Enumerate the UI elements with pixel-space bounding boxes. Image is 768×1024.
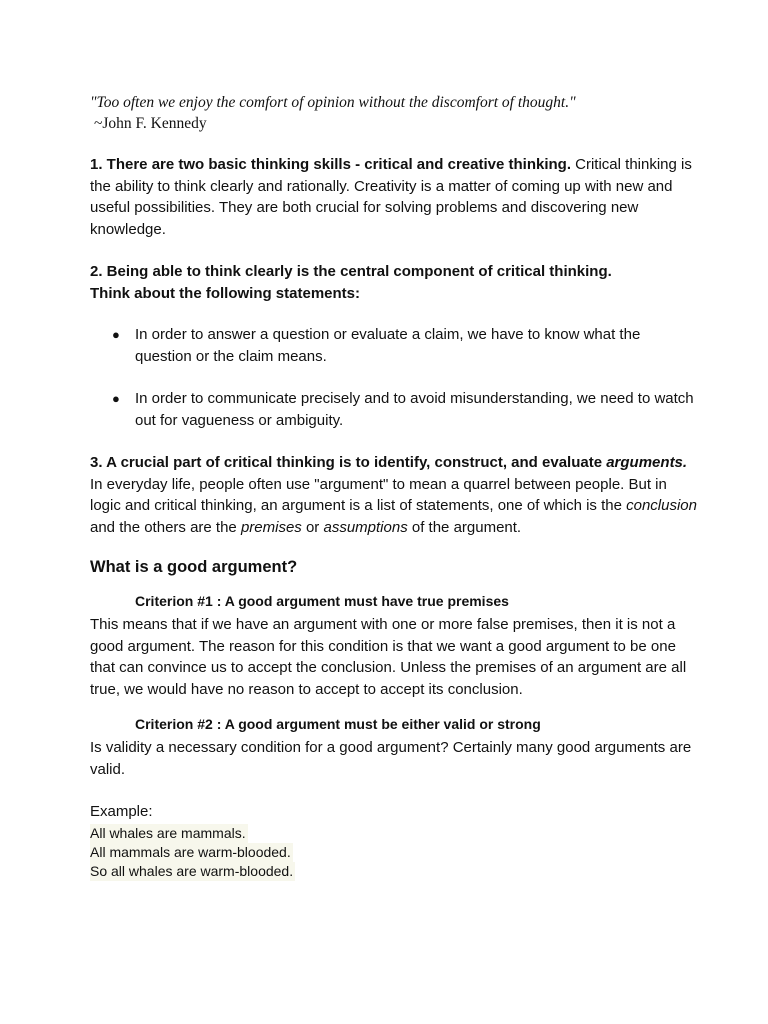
section-2-heading-line1: 2. Being able to think clearly is the central component of critical thinking. xyxy=(90,263,612,280)
term-conclusion: conclusion xyxy=(626,497,697,514)
criterion-2-body: Is validity a necessary condition for a good argument? Certainly many good arguments are valid. xyxy=(90,739,692,778)
section-3-body-start: In everyday life, people often use "argument" to mean a quarrel between people. But in logic and critical thinking, an argument is a list of statements, one of which is the xyxy=(90,475,667,514)
example-line: All whales are mammals. xyxy=(90,824,246,841)
bullet-icon: ● xyxy=(112,327,120,342)
section-1-body: Critical thinking is the ability to think clearly and rationally. Creativity is a matter of coming up with new and useful possibilities. They are both crucial for solving problems and discovering new knowledge. xyxy=(90,156,692,238)
section-1-heading: 1. There are two basic thinking skills - critical and creative thinking. xyxy=(90,156,571,173)
criterion-1-label: Criterion #1 : A good argument must have true premises xyxy=(135,593,509,609)
section-3-body-end: of the argument. xyxy=(407,518,522,536)
section-2-heading-line2: Think about the following statements: xyxy=(90,284,360,302)
quote-author: ~John F. Kennedy xyxy=(94,115,207,132)
section-3-heading: 3. A crucial part of critical thinking is to identify, construct, and evaluate xyxy=(90,454,607,471)
list-item-text: In order to answer a question or evaluate a claim, we have to know what the question or the claim means. xyxy=(135,326,641,365)
section-2-heading xyxy=(90,261,700,304)
bullet-icon: ● xyxy=(112,391,120,406)
section-3-body-mid: and the others are the xyxy=(90,518,241,536)
statements-list xyxy=(90,324,700,431)
example-label: Example: xyxy=(90,803,153,820)
quote-block xyxy=(90,92,700,134)
list-item-text: In order to communicate precisely and to avoid misunderstanding, we need to watch out for vagueness or ambiguity. xyxy=(135,390,694,429)
list-item xyxy=(90,324,700,367)
document-page xyxy=(90,92,700,881)
example-line: So all whales are warm-blooded. xyxy=(90,862,294,879)
term-assumptions: assumptions xyxy=(323,518,408,536)
section-1 xyxy=(90,154,700,240)
criterion-2-label: Criterion #2 : A good argument must be either valid or strong xyxy=(135,716,541,732)
quote-text: "Too often we enjoy the comfort of opinion without the discomfort of thought." xyxy=(90,94,576,111)
section-3 xyxy=(90,452,700,538)
term-premises: premises xyxy=(240,518,302,536)
good-argument-title: What is a good argument? xyxy=(90,558,298,576)
criterion-1-body: This means that if we have an argument with one or more false premises, then it is not a good argument. The reason for this condition is that we want a good argument to be one that can convince us to accept the conclusion. Unless the premises of an argument are all true, we would have no reason to accept to accept its conclusion. xyxy=(90,616,687,698)
list-item xyxy=(90,388,700,431)
example-line: All mammals are warm-blooded. xyxy=(90,843,291,860)
section-3-heading-italic: arguments. xyxy=(606,454,688,471)
example-lines xyxy=(90,824,700,881)
section-3-or: or xyxy=(301,518,324,536)
